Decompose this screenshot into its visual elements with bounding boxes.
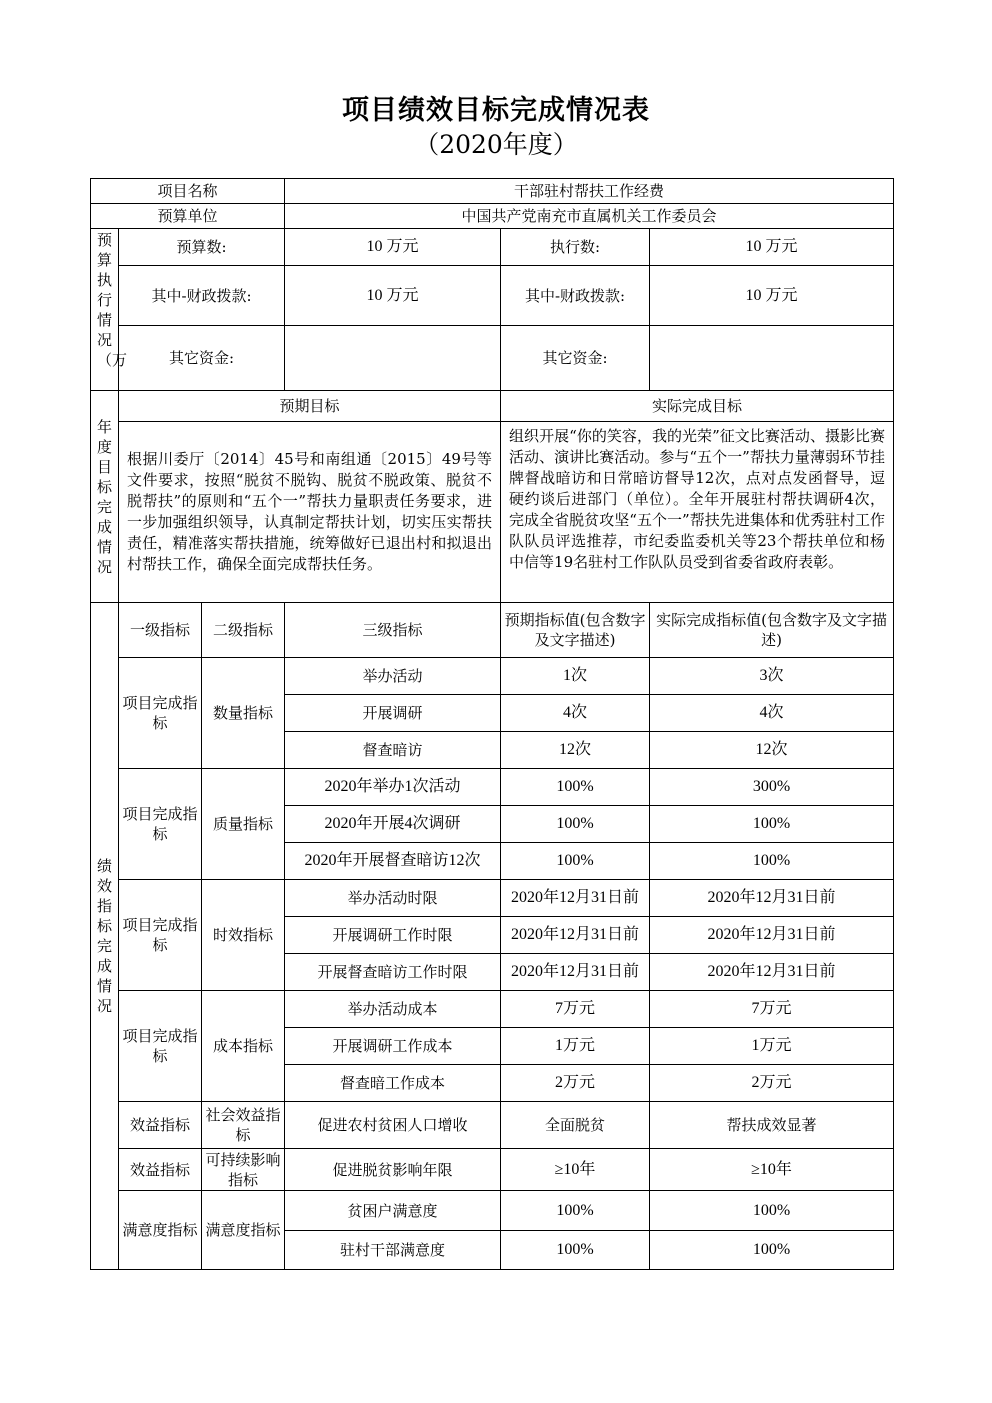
- level1-header: 一级指标: [119, 603, 202, 658]
- fiscal-row: [91, 266, 894, 326]
- expected-value-cell: 100%: [501, 806, 650, 843]
- level2-cell: 社会效益指标: [202, 1102, 285, 1149]
- project-name-row: [91, 179, 894, 204]
- actual-value-cell: 2万元: [650, 1065, 894, 1102]
- goals-side-label-text: 年度目标完成情况: [97, 417, 113, 576]
- other-funds-row: [91, 326, 894, 391]
- expected-value-header: 预期指标值(包含数字及文字描述): [501, 603, 650, 658]
- budget-row: [91, 229, 894, 266]
- level3-cell: 开展调研工作成本: [285, 1028, 501, 1065]
- budget-side-label-text: 预算执行情况（万: [97, 230, 128, 369]
- actual-value-cell: 1万元: [650, 1028, 894, 1065]
- budget-unit-row: [91, 204, 894, 229]
- expected-goal-text: 根据川委厅〔2014〕45号和南组通〔2015〕49号等文件要求，按照“脱贫不脱钩、脱贫不脱政策、脱贫不脱帮扶”的原则和“五个一”帮扶力量职责任务要求，进一步加强组织领导，认真制定帮扶计划，切实压实帮扶责任，精准落实帮扶措施，统筹做好已退出村和拟退出村帮扶工作，确保全面完成帮扶任务。: [119, 422, 501, 603]
- expected-value-cell: 1万元: [501, 1028, 650, 1065]
- other-executed-value: [650, 326, 894, 391]
- expected-value-cell: 全面脱贫: [501, 1102, 650, 1149]
- expected-value-cell: 100%: [501, 1191, 650, 1231]
- actual-value-cell: 100%: [650, 806, 894, 843]
- expected-value-cell: 100%: [501, 1231, 650, 1270]
- table-row: [91, 1149, 894, 1191]
- actual-value-cell: 4次: [650, 695, 894, 732]
- actual-value-cell: 100%: [650, 843, 894, 880]
- table-row: [91, 991, 894, 1028]
- level3-cell: 督查暗访: [285, 732, 501, 769]
- expected-value-cell: 2020年12月31日前: [501, 954, 650, 991]
- page-subtitle: （2020年度）: [414, 130, 578, 159]
- budget-unit-value: 中国共产党南充市直属机关工作委员会: [285, 204, 894, 229]
- level2-cell: 质量指标: [202, 769, 285, 880]
- level3-cell: 2020年开展4次调研: [285, 806, 501, 843]
- performance-table: [90, 178, 894, 1270]
- actual-value-cell: 300%: [650, 769, 894, 806]
- expected-value-cell: 100%: [501, 843, 650, 880]
- executed-value: 10 万元: [650, 229, 894, 266]
- table-row: [91, 1102, 894, 1149]
- project-name-label: 项目名称: [91, 179, 285, 204]
- level3-cell: 贫困户满意度: [285, 1191, 501, 1231]
- level1-cell: 效益指标: [119, 1102, 202, 1149]
- level3-cell: 开展调研: [285, 695, 501, 732]
- fiscal-budget-value: 10 万元: [285, 266, 501, 326]
- actual-value-cell: 3次: [650, 658, 894, 695]
- level3-cell: 开展督查暗访工作时限: [285, 954, 501, 991]
- expected-goal-header: 预期目标: [119, 391, 501, 422]
- level3-cell: 促进脱贫影响年限: [285, 1149, 501, 1191]
- indicator-header-row: [91, 603, 894, 658]
- actual-value-cell: 2020年12月31日前: [650, 917, 894, 954]
- level1-cell: 项目完成指标: [119, 991, 202, 1102]
- table-row: [91, 658, 894, 695]
- expected-value-cell: 1次: [501, 658, 650, 695]
- actual-goal-text: 组织开展“你的笑容，我的光荣”征文比赛活动、摄影比赛活动、演讲比赛活动。参与“五个一”帮扶力量薄弱环节挂牌督战暗访和日常暗访督导12次，点对点发函督导，逗硬约谈后进部门（单位）。全年开展驻村帮扶调研4次，完成全省脱贫攻坚“五个一”帮扶先进集体和优秀驻村工作队队员评选推荐，市纪委监委机关等23个帮扶单位和杨中信等19名驻村工作队队员受到省委省政府表彰。: [501, 422, 894, 603]
- expected-value-cell: 12次: [501, 732, 650, 769]
- expected-value-cell: 100%: [501, 769, 650, 806]
- expected-value-cell: 2万元: [501, 1065, 650, 1102]
- actual-goal-header: 实际完成目标: [501, 391, 894, 422]
- goals-content-row: [91, 422, 894, 603]
- actual-value-cell: 帮扶成效显著: [650, 1102, 894, 1149]
- level1-cell: 满意度指标: [119, 1191, 202, 1270]
- table-row: [91, 1191, 894, 1231]
- level2-cell: 可持续影响指标: [202, 1149, 285, 1191]
- indicators-side-label-text: 绩效指标完成情况: [97, 857, 113, 1015]
- level2-cell: 数量指标: [202, 658, 285, 769]
- expected-value-cell: ≥10年: [501, 1149, 650, 1191]
- level2-cell: 成本指标: [202, 991, 285, 1102]
- other-budget-value: [285, 326, 501, 391]
- actual-value-header: 实际完成指标值(包含数字及文字描述): [650, 603, 894, 658]
- fiscal-executed-value: 10 万元: [650, 266, 894, 326]
- actual-value-cell: ≥10年: [650, 1149, 894, 1191]
- level2-cell: 满意度指标: [202, 1191, 285, 1270]
- budget-side-label-clip: [91, 230, 128, 390]
- level3-cell: 2020年开展督查暗访12次: [285, 843, 501, 880]
- actual-value-cell: 7万元: [650, 991, 894, 1028]
- expected-value-cell: 2020年12月31日前: [501, 917, 650, 954]
- level1-cell: 项目完成指标: [119, 880, 202, 991]
- goals-side-label: [91, 391, 119, 603]
- level3-cell: 举办活动时限: [285, 880, 501, 917]
- table-row: [91, 769, 894, 806]
- budget-unit-label: 预算单位: [91, 204, 285, 229]
- table-row: [91, 880, 894, 917]
- indicators-side-label: [91, 603, 119, 1270]
- page-title: 项目绩效目标完成情况表: [342, 95, 650, 126]
- level3-header: 三级指标: [285, 603, 501, 658]
- expected-value-cell: 7万元: [501, 991, 650, 1028]
- actual-value-cell: 2020年12月31日前: [650, 880, 894, 917]
- expected-value-cell: 4次: [501, 695, 650, 732]
- level3-cell: 举办活动成本: [285, 991, 501, 1028]
- level3-cell: 2020年举办1次活动: [285, 769, 501, 806]
- level1-cell: 效益指标: [119, 1149, 202, 1191]
- level1-cell: 项目完成指标: [119, 769, 202, 880]
- actual-value-cell: 100%: [650, 1191, 894, 1231]
- executed-label: 执行数:: [501, 229, 650, 266]
- actual-value-cell: 12次: [650, 732, 894, 769]
- actual-value-cell: 100%: [650, 1231, 894, 1270]
- project-name-value: 干部驻村帮扶工作经费: [285, 179, 894, 204]
- level1-cell: 项目完成指标: [119, 658, 202, 769]
- level3-cell: 驻村干部满意度: [285, 1231, 501, 1270]
- actual-value-cell: 2020年12月31日前: [650, 954, 894, 991]
- level3-cell: 举办活动: [285, 658, 501, 695]
- other-executed-label: 其它资金:: [501, 326, 650, 391]
- level2-cell: 时效指标: [202, 880, 285, 991]
- level2-header: 二级指标: [202, 603, 285, 658]
- fiscal-budget-label: 其中-财政拨款:: [119, 266, 285, 326]
- level3-cell: 促进农村贫困人口增收: [285, 1102, 501, 1149]
- budget-value: 10 万元: [285, 229, 501, 266]
- budget-side-label: [91, 229, 128, 391]
- expected-value-cell: 2020年12月31日前: [501, 880, 650, 917]
- budget-label: 预算数:: [119, 229, 285, 266]
- fiscal-executed-label: 其中-财政拨款:: [501, 266, 650, 326]
- other-budget-label: 其它资金:: [119, 326, 285, 391]
- level3-cell: 开展调研工作时限: [285, 917, 501, 954]
- goals-header-row: [91, 391, 894, 422]
- level3-cell: 督查暗工作成本: [285, 1065, 501, 1102]
